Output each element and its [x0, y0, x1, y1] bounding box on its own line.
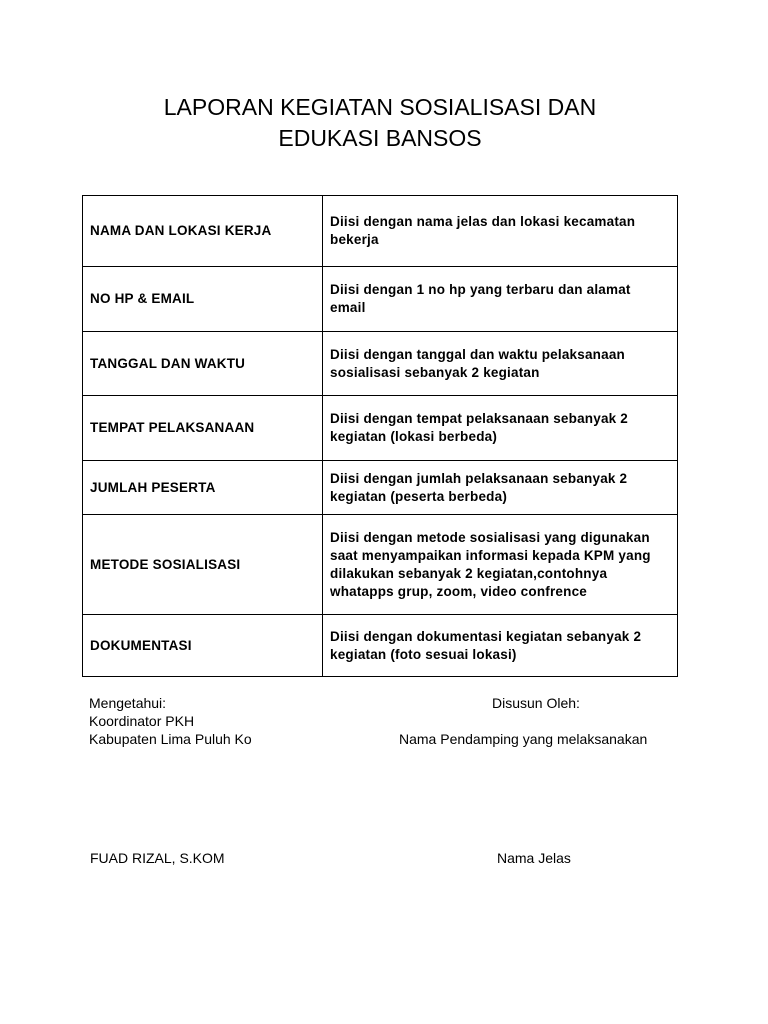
row-label-nama-lokasi: NAMA DAN LOKASI KERJA — [83, 196, 323, 267]
row-value-no-hp-email: Diisi dengan 1 no hp yang terbaru dan alamat email — [323, 267, 678, 332]
title-line-2: EDUKASI BANSOS — [278, 125, 482, 151]
table-row — [83, 515, 678, 615]
row-label-tempat: TEMPAT PELAKSANAAN — [83, 396, 323, 461]
right-signature-name: Nama Jelas — [497, 850, 571, 866]
report-table — [82, 195, 678, 677]
kabupaten-label: Kabupaten Lima Puluh Ko — [89, 731, 252, 747]
row-label-dokumentasi: DOKUMENTASI — [83, 615, 323, 677]
table-row — [83, 267, 678, 332]
row-value-dokumentasi: Diisi dengan dokumentasi kegiatan sebanyak 2 kegiatan (foto sesuai lokasi) — [323, 615, 678, 677]
row-value-jumlah-peserta: Diisi dengan jumlah pelaksanaan sebanyak 2 kegiatan (peserta berbeda) — [323, 461, 678, 515]
row-label-tanggal-waktu: TANGGAL DAN WAKTU — [83, 332, 323, 396]
table-row — [83, 615, 678, 677]
row-label-jumlah-peserta: JUMLAH PESERTA — [83, 461, 323, 515]
table-row — [83, 396, 678, 461]
table-row — [83, 196, 678, 267]
row-value-tempat: Diisi dengan tempat pelaksanaan sebanyak 2 kegiatan (lokasi berbeda) — [323, 396, 678, 461]
table-row — [83, 461, 678, 515]
row-value-tanggal-waktu: Diisi dengan tanggal dan waktu pelaksanaan sosialisasi sebanyak 2 kegiatan — [323, 332, 678, 396]
left-signature-name: FUAD RIZAL, S.KOM — [90, 850, 225, 866]
mengetahui-label: Mengetahui: — [89, 695, 167, 711]
title-line-1: LAPORAN KEGIATAN SOSIALISASI DAN — [163, 94, 597, 120]
pendamping-label: Nama Pendamping yang melaksanakan — [399, 731, 648, 747]
table-row — [83, 332, 678, 396]
row-label-metode: METODE SOSIALISASI — [83, 515, 323, 615]
disusun-oleh-label: Disusun Oleh: — [492, 695, 580, 711]
document-title — [0, 92, 760, 154]
row-value-nama-lokasi: Diisi dengan nama jelas dan lokasi kecamatan bekerja — [323, 196, 678, 267]
row-value-metode: Diisi dengan metode sosialisasi yang digunakan saat menyampaikan informasi kepada KPM yang dilakukan sebanyak 2 kegiatan,contohnya whatapps grup, zoom, video confrence — [323, 515, 678, 615]
row-label-no-hp-email: NO HP & EMAIL — [83, 267, 323, 332]
koordinator-label: Koordinator PKH — [89, 713, 195, 729]
